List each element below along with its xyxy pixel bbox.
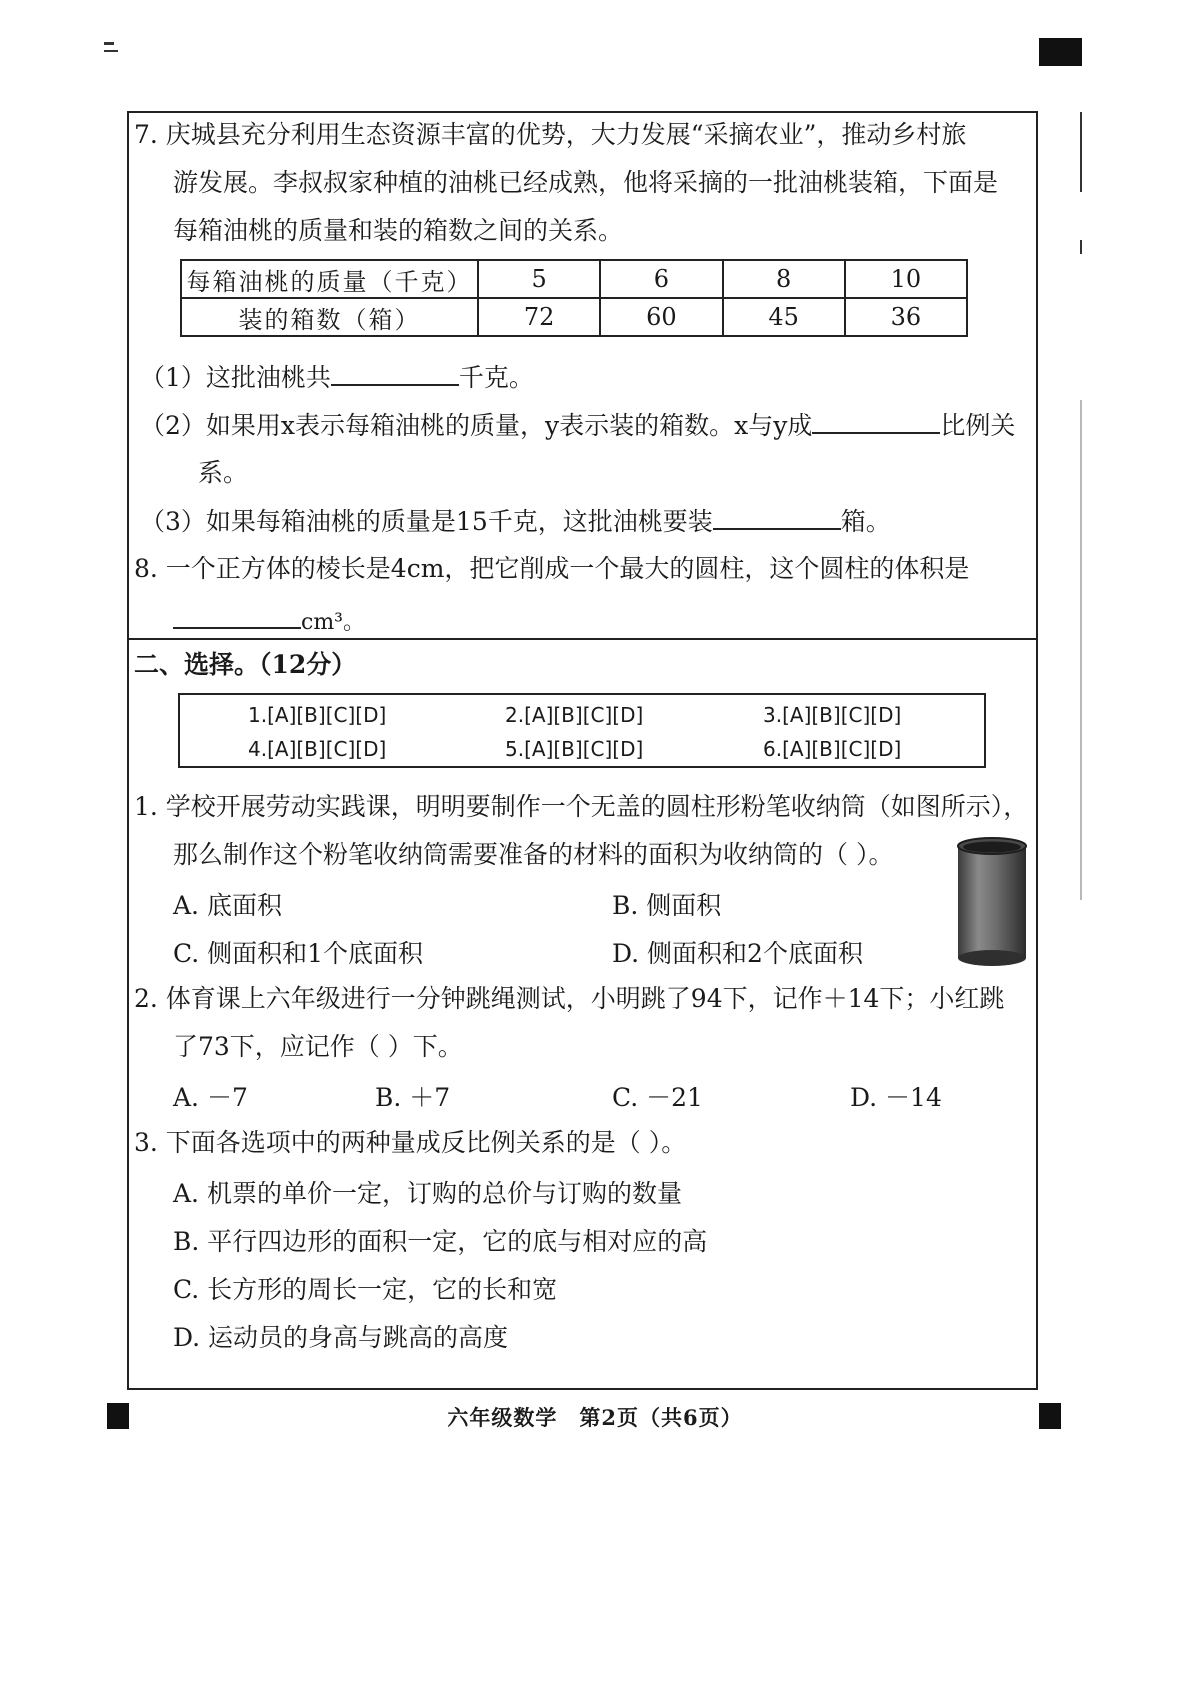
c3-line1: 3. 下面各选项中的两种量成反比例关系的是（ ）。	[134, 1128, 687, 1157]
cylinder-pen-holder-image	[955, 836, 1029, 968]
q7-sub1-blank[interactable]	[331, 360, 459, 386]
c1-line2: 那么制作这个粉笔收纳筒需要准备的材料的面积为收纳筒的（ ）。	[173, 840, 894, 869]
table-cell: 60	[600, 298, 722, 336]
section2-title: 二、选择。（12分）	[134, 650, 357, 679]
corner-mark-top-right	[1039, 38, 1082, 66]
table-cell: 72	[478, 298, 600, 336]
q7-sub3-text: （3）如果每箱油桃的质量是15千克，这批油桃要装	[140, 507, 713, 536]
answer-cell-2[interactable]: 2.[A][B][C][D]	[505, 703, 644, 727]
q8-unit: cm³。	[301, 610, 366, 635]
tiny-mark-top-left	[104, 42, 114, 45]
q7-sub1	[140, 360, 534, 395]
scan-edge-mark-3	[1080, 400, 1082, 900]
q7-line1: 7. 庆城县充分利用生态资源丰富的优势，大力发展“采摘农业”，推动乡村旅	[134, 120, 967, 149]
q8-line1: 8. 一个正方体的棱长是4cm，把它削成一个最大的圆柱，这个圆柱的体积是	[134, 554, 970, 583]
peach-table	[180, 259, 968, 337]
table-cell: 8	[723, 260, 845, 298]
c2-option-d[interactable]: D. －14	[850, 1083, 942, 1112]
c2-option-c[interactable]: C. －21	[612, 1083, 703, 1112]
q8-blank[interactable]	[173, 603, 301, 629]
q7-sub3-unit: 箱。	[840, 507, 891, 536]
answer-cell-5[interactable]: 5.[A][B][C][D]	[505, 737, 644, 761]
table-header-boxes: 装的箱数（箱）	[181, 298, 478, 336]
c3-option-b[interactable]: B. 平行四边形的面积一定，它的底与相对应的高	[173, 1227, 708, 1256]
c1-option-b[interactable]: B. 侧面积	[612, 891, 722, 920]
q7-line3: 每箱油桃的质量和装的箱数之间的关系。	[173, 216, 624, 245]
c1-option-c[interactable]: C. 侧面积和1个底面积	[173, 939, 424, 968]
answer-cell-6[interactable]: 6.[A][B][C][D]	[763, 737, 902, 761]
answer-cell-3[interactable]: 3.[A][B][C][D]	[763, 703, 902, 727]
q7-sub3-blank[interactable]	[713, 504, 841, 530]
q7-sub2	[140, 408, 1015, 443]
c2-option-b[interactable]: B. ＋7	[375, 1083, 451, 1112]
q7-line2: 游发展。李叔叔家种植的油桃已经成熟，他将采摘的一批油桃装箱，下面是	[173, 168, 999, 197]
c1-option-a[interactable]: A. 底面积	[173, 891, 282, 920]
tiny-mark-top-left-2	[104, 50, 118, 52]
scan-edge-mark-2	[1080, 240, 1082, 254]
answer-cell-4[interactable]: 4.[A][B][C][D]	[248, 737, 387, 761]
c3-option-d[interactable]: D. 运动员的身高与跳高的高度	[173, 1323, 509, 1352]
q7-sub2-blank[interactable]	[812, 408, 940, 434]
q7-sub2-text-end: 比例关	[940, 411, 1016, 440]
c3-option-c[interactable]: C. 长方形的周长一定，它的长和宽	[173, 1275, 558, 1304]
c2-option-a[interactable]: A. －7	[173, 1083, 248, 1112]
table-row	[181, 298, 967, 336]
table-row	[181, 260, 967, 298]
c3-option-a[interactable]: A. 机票的单价一定，订购的总价与订购的数量	[173, 1179, 682, 1208]
q7-sub1-unit: 千克。	[458, 363, 534, 392]
q8-line2	[173, 603, 365, 640]
table-cell: 45	[723, 298, 845, 336]
q7-sub3	[140, 504, 891, 539]
table-cell: 5	[478, 260, 600, 298]
answer-box	[178, 693, 986, 768]
q7-sub2-text: （2）如果用x表示每箱油桃的质量，y表示装的箱数。x与y成	[140, 411, 813, 440]
table-cell: 10	[845, 260, 967, 298]
c2-line1: 2. 体育课上六年级进行一分钟跳绳测试，小明跳了94下，记作＋14下；小红跳	[134, 984, 1005, 1013]
table-cell: 36	[845, 298, 967, 336]
c2-line2: 了73下，应记作（ ）下。	[173, 1032, 463, 1061]
table-header-weight: 每箱油桃的质量（千克）	[181, 260, 478, 298]
c1-option-d[interactable]: D. 侧面积和2个底面积	[612, 939, 863, 968]
answer-cell-1[interactable]: 1.[A][B][C][D]	[248, 703, 387, 727]
scan-edge-mark-1	[1080, 112, 1082, 192]
q7-sub1-text: （1）这批油桃共	[140, 363, 331, 392]
page-footer: 六年级数学 第2页（共6页）	[447, 1405, 743, 1430]
c1-line1: 1. 学校开展劳动实践课，明明要制作一个无盖的圆柱形粉笔收纳筒（如图所示），	[134, 792, 1029, 821]
table-cell: 6	[600, 260, 722, 298]
q7-sub2-cont: 系。	[198, 458, 249, 487]
